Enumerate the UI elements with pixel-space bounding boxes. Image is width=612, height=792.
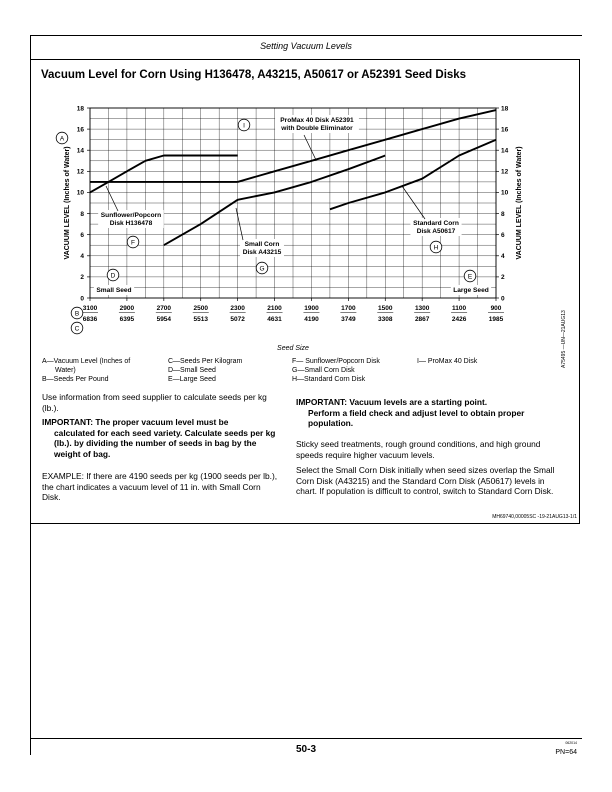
legend-item: I— ProMax 40 Disk — [417, 358, 478, 365]
x-tick-label-per-kg: 4190 — [304, 316, 319, 323]
x-tick-label-per-pound: 1700 — [341, 305, 356, 312]
x-tick-label-per-kg: 4631 — [267, 316, 282, 323]
x-tick-label-per-pound: 900 — [490, 305, 502, 312]
left-para-example: EXAMPLE: If there are 4190 seeds per kg (1900 seeds per lb.), the chart indicates a vacuum level of 11 in. with Small Corn Disk. — [42, 471, 278, 502]
y-tick-label-right: 0 — [501, 295, 505, 303]
important-rest: calculated for each seed variety. Calculate seeds per kg (lb.). by dividing the number of seeds in bag by the weight of bag. — [54, 427, 276, 459]
x-tick-label-per-kg: 3308 — [378, 316, 393, 323]
x-tick-label-per-pound: 2700 — [156, 305, 172, 312]
y-tick-label-left: 2 — [80, 274, 84, 282]
callout-c: C — [74, 325, 80, 333]
legend-col-1 — [42, 357, 130, 384]
page-header-title: Setting Vacuum Levels — [260, 41, 352, 51]
legend-col-2 — [168, 357, 242, 384]
callout-g: G — [259, 265, 265, 273]
y-tick-label-right: 10 — [501, 189, 509, 197]
x-tick-label-per-pound: 2900 — [119, 305, 135, 312]
reference-code: MH69740,00005SC -19-21AUG13-1/1 — [492, 514, 577, 520]
x-tick-label-per-pound: 1300 — [414, 305, 430, 312]
y-tick-label-left: 6 — [80, 231, 84, 239]
y-tick-label-right: 16 — [501, 126, 509, 134]
x-tick-label-per-pound: 3100 — [82, 305, 98, 312]
x-tick-label-per-kg: 5072 — [230, 316, 245, 323]
y-tick-label-left: 0 — [80, 295, 84, 303]
left-para-important — [42, 417, 278, 459]
label-sunflower-disk: Sunflower/Popcorn — [100, 212, 162, 219]
x-tick-label-per-pound: 2500 — [193, 305, 208, 312]
callout-d: D — [110, 272, 116, 280]
callout-i: I — [243, 122, 245, 130]
label-small-seed: Small Seed — [96, 287, 132, 294]
footer-small-code: 062014 — [565, 741, 577, 745]
callout-e: E — [467, 273, 473, 281]
y-tick-label-right: 6 — [501, 231, 505, 239]
callout-b: B — [74, 310, 80, 318]
label-small-corn-disk: Small Corn — [244, 241, 280, 248]
legend-item: H—Standard Corn Disk — [292, 376, 366, 383]
y-tick-label-right: 2 — [501, 274, 505, 282]
y-tick-label-left: 14 — [76, 147, 84, 155]
x-tick-label-per-kg: 5954 — [156, 316, 172, 323]
label-standard-corn-disk: Standard Corn — [413, 220, 459, 227]
y-axis-label-right: VACUUM LEVEL (Inches of Water) — [516, 146, 523, 260]
y-tick-label-left: 16 — [76, 126, 84, 134]
x-tick-label-per-pound: 1500 — [378, 305, 393, 312]
y-tick-label-left: 12 — [76, 168, 84, 176]
callout-f: F — [131, 239, 135, 247]
x-tick-label-per-pound: 1100 — [452, 305, 467, 312]
x-axis-label: Seed Size — [277, 345, 309, 352]
legend-item: Water) — [55, 367, 76, 374]
left-para-1: Use information from seed supplier to calculate seeds per kg (lb.). — [42, 392, 267, 413]
leader-line — [402, 186, 425, 219]
y-tick-label-right: 4 — [501, 253, 505, 261]
legend-item: G—Small Corn Disk — [292, 367, 355, 374]
x-tick-label-per-pound: 2300 — [230, 305, 245, 312]
label-promax-disk: ProMax 40 Disk A52391 — [280, 117, 354, 124]
x-tick-label-per-kg: 6836 — [82, 316, 98, 323]
label-standard-corn-disk: Disk A50617 — [416, 228, 456, 235]
label-large-seed: Large Seed — [453, 287, 489, 294]
callout-h: H — [433, 244, 439, 252]
right-para-2: Sticky seed treatments, rough ground conditions, and high ground speeds require higher vacuum levels. — [296, 439, 541, 460]
label-promax-disk: with Double Eliminator — [281, 125, 353, 132]
pn-number: PN=64 — [555, 749, 577, 756]
label-small-corn-disk: Disk A43215 — [242, 249, 282, 256]
figure-title: Vacuum Level for Corn Using H136478, A43215, A50617 or A52391 Seed Disks — [41, 69, 467, 81]
y-tick-label-left: 18 — [76, 105, 84, 113]
right-para-3: Select the Small Corn Disk initially when seed sizes overlap the Small Corn Disk (A43215) and the Standard Corn Disk (A50617) levels in chart. If population is difficult to control, switch to Standard Corn Disk. — [296, 465, 555, 496]
y-tick-label-right: 18 — [501, 105, 509, 113]
x-tick-label-per-kg: 2867 — [414, 316, 430, 323]
x-tick-label-per-kg: 3749 — [341, 316, 356, 323]
footer-rule — [30, 738, 582, 739]
right-para-important — [296, 397, 558, 429]
legend-item: D—Small Seed — [168, 367, 216, 374]
legend-item: E—Large Seed — [168, 376, 216, 383]
label-sunflower-disk: Disk H136478 — [109, 220, 153, 227]
important-rest: Perform a field check and adjust level to obtain proper population. — [308, 407, 525, 428]
y-axis-label-left: VACUUM LEVEL (Inches of Water) — [64, 146, 71, 260]
y-tick-label-right: 12 — [501, 168, 509, 176]
important-lead: IMPORTANT: The proper vacuum level must be — [42, 417, 229, 427]
x-tick-label-per-kg: 5513 — [193, 316, 208, 323]
y-tick-label-left: 10 — [76, 189, 84, 197]
legend-item: F— Sunflower/Popcorn Disk — [292, 358, 380, 365]
x-tick-label-per-pound: 1900 — [304, 305, 319, 312]
legend-item: C—Seeds Per Kilogram — [168, 358, 243, 365]
x-tick-label-per-pound: 2100 — [267, 305, 282, 312]
x-tick-label-per-kg: 1985 — [488, 316, 504, 323]
y-tick-label-right: 8 — [501, 210, 505, 218]
leader-line — [106, 186, 118, 211]
legend-col-3 — [292, 357, 380, 384]
figure-side-code: A75495 —UN—21AUG13 — [561, 310, 567, 368]
x-tick-label-per-kg: 2426 — [451, 316, 467, 323]
legend-col-4 — [417, 357, 477, 366]
y-tick-label-left: 8 — [80, 210, 84, 218]
x-tick-label-per-kg: 6395 — [119, 316, 135, 323]
important-lead: IMPORTANT: Vacuum levels are a starting point. — [296, 397, 488, 407]
page-number: 50-3 — [295, 744, 316, 755]
y-tick-label-right: 14 — [501, 147, 509, 155]
leader-line — [304, 135, 316, 160]
legend-item: A—Vacuum Level (Inches of — [42, 358, 131, 365]
y-tick-label-left: 4 — [80, 253, 84, 261]
legend-item: B—Seeds Per Pound — [42, 376, 109, 383]
callout-a: A — [59, 135, 65, 143]
